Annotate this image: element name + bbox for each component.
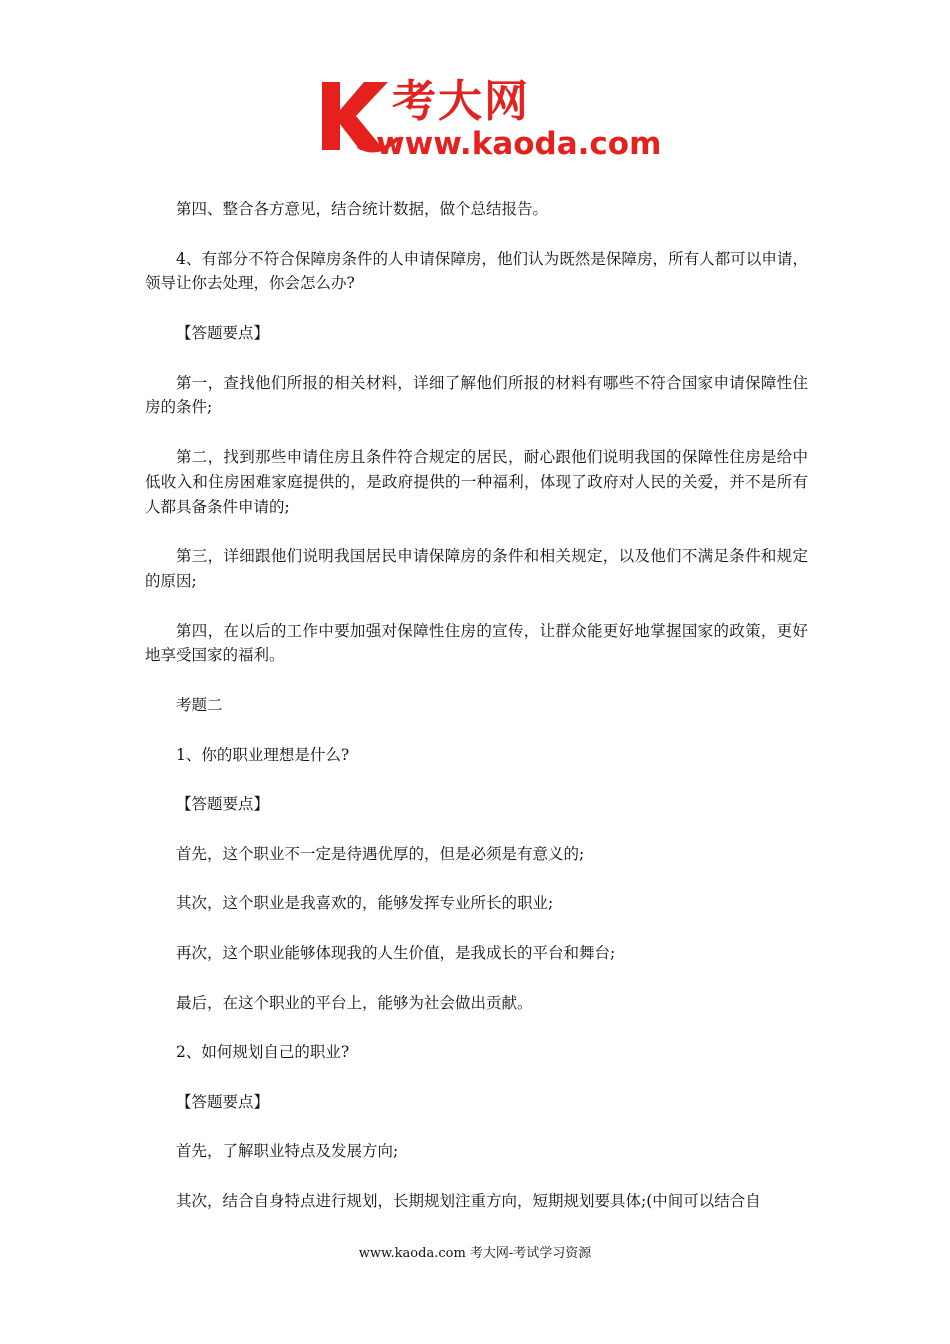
paragraph: 第三，详细跟他们说明我国居民申请保障房的条件和相关规定，以及他们不满足条件和规定的原因; [145,547,808,590]
question-paragraph: 2、如何规划自己的职业? [176,1043,350,1062]
paragraph: 首先，这个职业不一定是待遇优厚的，但是必须是有意义的; [176,844,585,863]
kaoda-logo [318,76,662,164]
answer-heading: 【答题要点】 [176,795,270,814]
answer-heading: 【答题要点】 [176,1092,270,1111]
paragraph: 第四，在以后的工作中要加强对保障性住房的宣传，让群众能更好地掌握国家的政策，更好地享受国家的福利。 [145,621,808,665]
logo-url: www.kaoda.com [376,126,662,162]
question-paragraph: 1、你的职业理想是什么? [176,745,350,764]
document-body [145,197,808,1238]
paragraph: 第一，查找他们所报的相关材料，详细了解他们所报的材料有哪些不符合国家申请保障性住房的条件; [145,373,808,417]
logo-title: 考大网 [392,76,530,127]
question-paragraph: 4、有部分不符合保障房条件的人申请保障房，他们认为既然是保障房，所有人都可以申请，领导让你去处理，你会怎么办? [145,249,808,293]
page-footer: www.kaoda.com 考大网-考试学习资源 [358,1246,592,1261]
answer-heading: 【答题要点】 [176,323,270,342]
section-heading: 考题二 [176,695,223,714]
paragraph: 首先，了解职业特点及发展方向; [176,1142,399,1161]
paragraph: 其次，结合自身特点进行规划，长期规划注重方向，短期规划要具体;(中间可以结合自 [176,1191,761,1210]
paragraph: 最后，在这个职业的平台上，能够为社会做出贡献。 [176,993,533,1012]
paragraph: 第二，找到那些申请住房且条件符合规定的居民，耐心跟他们说明我国的保障性住房是给中低收入和住房困难家庭提供的，是政府提供的一种福利，体现了政府对人民的关爱，并不是所有人都具备条件申请的; [145,447,808,516]
paragraph: 第四、整合各方意见，结合统计数据，做个总结报告。 [176,200,549,218]
paragraph: 其次，这个职业是我喜欢的，能够发挥专业所长的职业; [176,894,554,913]
paragraph: 再次，这个职业能够体现我的人生价值，是我成长的平台和舞台; [176,943,616,962]
